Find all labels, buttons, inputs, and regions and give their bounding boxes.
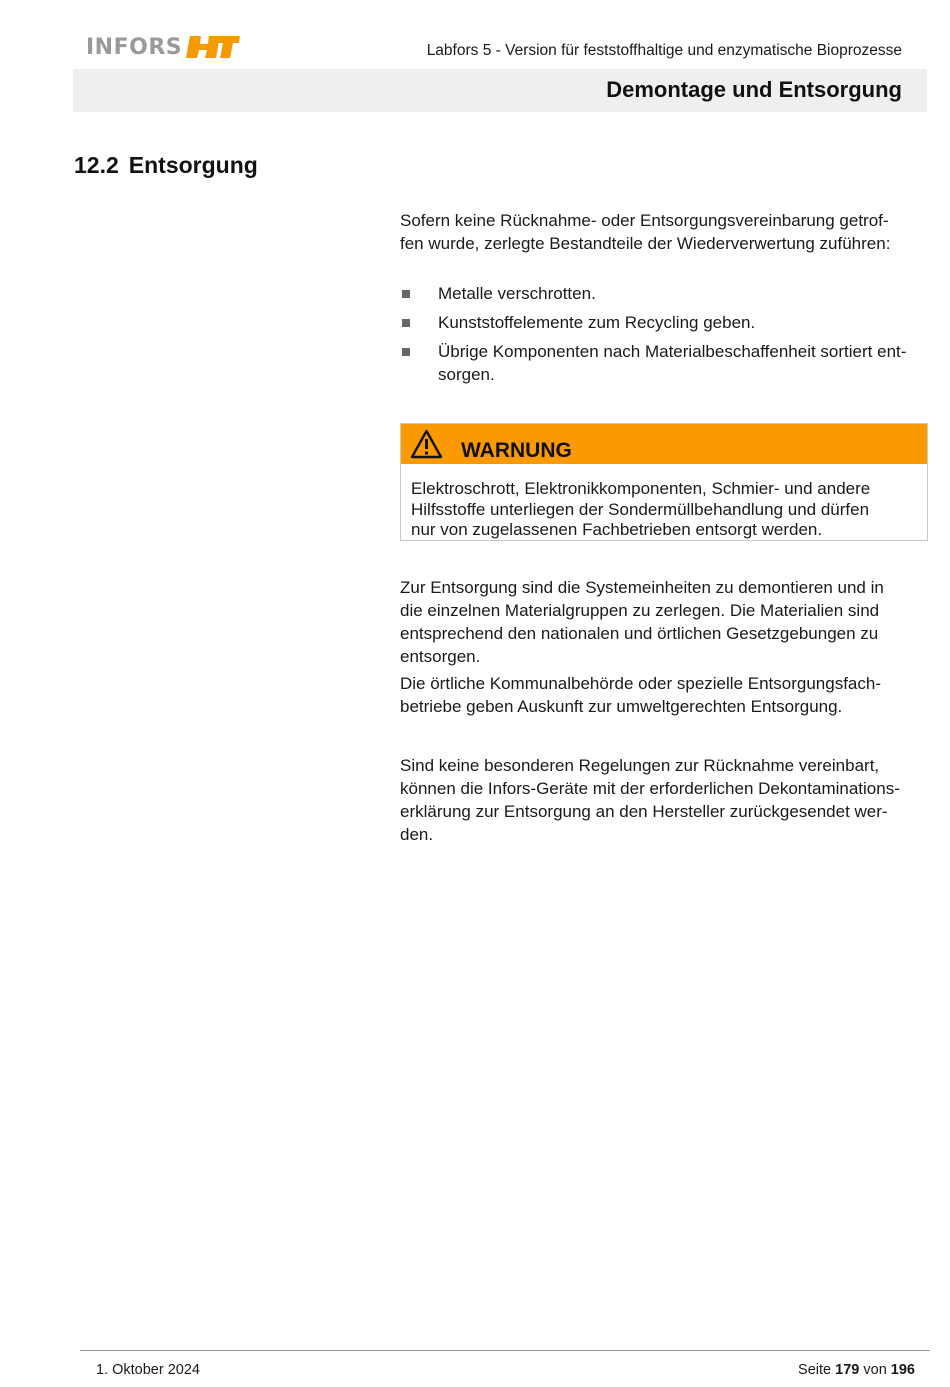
chapter-banner bbox=[73, 69, 927, 112]
paragraph-line: betriebe geben Auskunft zur umweltgerechten Entsorgung. bbox=[400, 697, 843, 716]
bullet-square-icon bbox=[402, 348, 410, 356]
warning-line: nur von zugelassenen Fachbetrieben entsorgt werden. bbox=[411, 520, 823, 539]
paragraph-line: entsorgen. bbox=[400, 647, 481, 666]
page-total: 196 bbox=[890, 1362, 915, 1378]
bullet-square-icon bbox=[402, 319, 410, 327]
disposal-paragraph bbox=[400, 576, 928, 668]
return-paragraph bbox=[400, 754, 928, 846]
list-item-text: Metalle verschrotten. bbox=[438, 284, 596, 303]
warning-box bbox=[400, 423, 928, 541]
paragraph-line: erklärung zur Entsorgung an den Hersteller zurückgesendet wer- bbox=[400, 802, 888, 821]
paragraph-line: Zur Entsorgung sind die Systemeinheiten zu demontieren und in bbox=[400, 578, 884, 597]
warning-text bbox=[411, 479, 911, 541]
chapter-title: Demontage und Entsorgung bbox=[606, 77, 902, 102]
authority-paragraph bbox=[400, 672, 928, 718]
list-item bbox=[400, 340, 928, 386]
section-heading bbox=[74, 152, 258, 179]
list-item-text: Übrige Komponenten nach Materialbeschaffenheit sortiert ent- bbox=[438, 342, 907, 361]
section-title: Entsorgung bbox=[128, 152, 258, 178]
page-separator: von bbox=[863, 1362, 887, 1378]
list-item-text: sorgen. bbox=[438, 365, 495, 384]
infors-ht-logo bbox=[86, 33, 240, 61]
warning-title: WARNUNG bbox=[461, 439, 572, 462]
paragraph-line: entsprechend den nationalen und örtlichen Gesetzgebungen zu bbox=[400, 624, 879, 643]
disposal-steps-list bbox=[400, 282, 928, 392]
document-title: Labfors 5 - Version für feststoffhaltige und enzymatische Bioprozesse bbox=[426, 42, 902, 59]
footer-date: 1. Oktober 2024 bbox=[96, 1362, 200, 1378]
ht-logo-mark bbox=[186, 36, 240, 58]
page-current: 179 bbox=[835, 1362, 860, 1378]
page-prefix: Seite bbox=[798, 1362, 832, 1378]
intro-line: Sofern keine Rücknahme- oder Entsorgungsvereinbarung getrof- bbox=[400, 211, 889, 230]
intro-line: fen wurde, zerlegte Bestandteile der Wiederverwertung zuführen: bbox=[400, 234, 891, 253]
intro-paragraph bbox=[400, 209, 928, 255]
warning-line: Hilfsstoffe unterliegen der Sondermüllbehandlung und dürfen bbox=[411, 499, 870, 519]
logo-text: INFORS bbox=[86, 34, 183, 60]
warning-header bbox=[401, 424, 927, 464]
section-number: 12.2 bbox=[74, 152, 119, 178]
footer-divider bbox=[80, 1350, 930, 1351]
list-item bbox=[400, 282, 928, 305]
list-item-text: Kunststoffelemente zum Recycling geben. bbox=[438, 313, 756, 332]
warning-line: Elektroschrott, Elektronikkomponenten, Schmier- und andere bbox=[411, 479, 871, 498]
paragraph-line: Die örtliche Kommunalbehörde oder spezielle Entsorgungsfach- bbox=[400, 674, 881, 693]
bullet-square-icon bbox=[402, 290, 410, 298]
warning-triangle-icon bbox=[410, 429, 443, 459]
paragraph-line: können die Infors-Geräte mit der erforderlichen Dekontaminations- bbox=[400, 779, 900, 798]
paragraph-line: Sind keine besonderen Regelungen zur Rücknahme vereinbart, bbox=[400, 756, 880, 775]
paragraph-line: den. bbox=[400, 825, 434, 844]
page-number bbox=[798, 1362, 915, 1378]
list-item bbox=[400, 311, 928, 334]
paragraph-line: die einzelnen Materialgruppen zu zerlegen. Die Materialien sind bbox=[400, 601, 880, 620]
